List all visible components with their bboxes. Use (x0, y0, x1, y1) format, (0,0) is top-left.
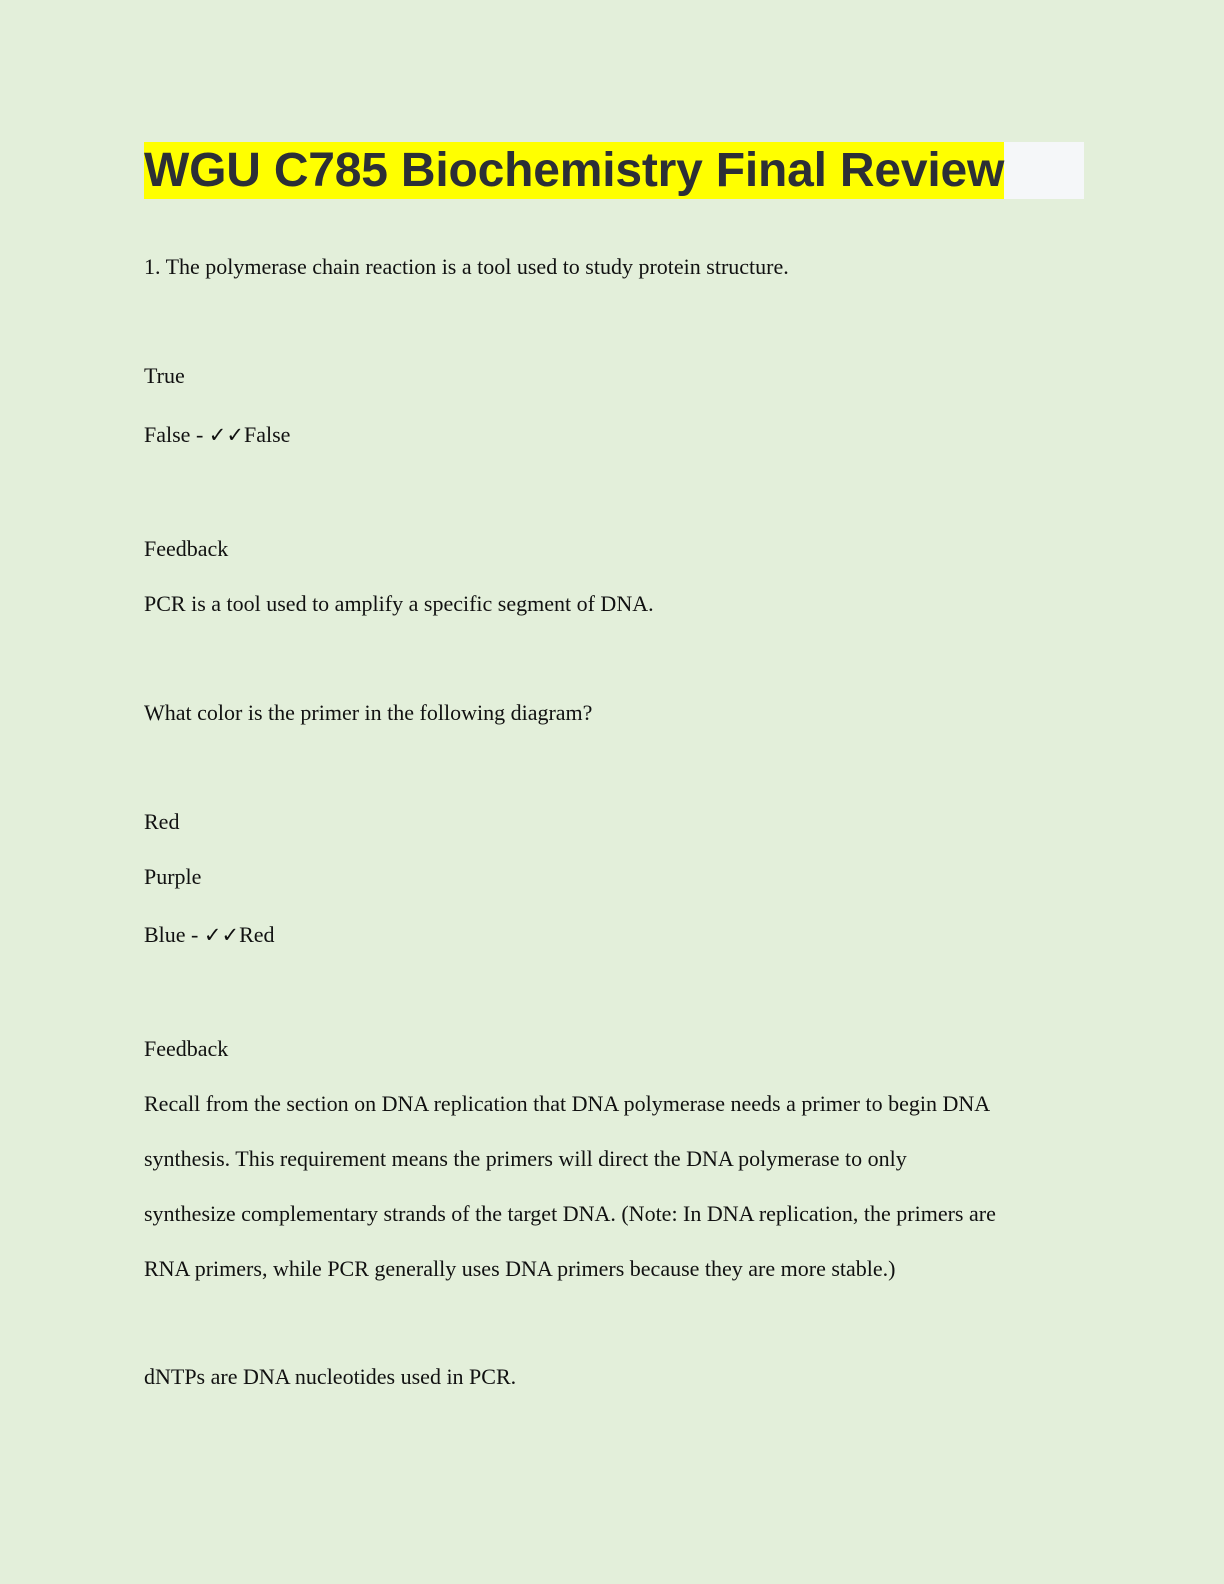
question-2-feedback-label: Feedback (144, 1036, 229, 1061)
document-title: WGU C785 Biochemistry Final Review (144, 144, 1005, 197)
question-2-feedback-line: Recall from the section on DNA replication that DNA polymerase needs a primer to begin DNA (144, 1091, 991, 1116)
question-2-feedback-line: RNA primers, while PCR generally uses DNA primers because they are more stable.) (144, 1256, 896, 1281)
question-1-prompt: 1. The polymerase chain reaction is a tool used to study protein structure. (144, 254, 789, 279)
option-blue-label: Blue - (144, 922, 204, 947)
answer-text: Red (239, 922, 275, 947)
title-banner (144, 142, 1084, 199)
question-2-feedback-line: synthesis. This requirement means the primers will direct the DNA polymerase to only (144, 1146, 907, 1171)
double-check-icon: ✓✓ (208, 423, 244, 447)
question-3-prompt: dNTPs are DNA nucleotides used in PCR. (144, 1364, 517, 1389)
question-2-option-blue (144, 922, 275, 948)
question-2-option-purple: Purple (144, 864, 202, 889)
question-1-option-true: True (144, 363, 185, 388)
option-false-label: False - (144, 422, 209, 447)
question-2-option-red: Red (144, 809, 180, 834)
question-1-feedback-label: Feedback (144, 536, 229, 561)
question-2-prompt: What color is the primer in the following diagram? (144, 700, 593, 725)
question-1-option-false (144, 422, 290, 448)
question-1-feedback-text: PCR is a tool used to amplify a specific segment of DNA. (144, 591, 654, 616)
double-check-icon: ✓✓ (203, 923, 240, 947)
question-2-feedback-line: synthesize complementary strands of the target DNA. (Note: In DNA replication, the primers are (144, 1201, 996, 1226)
answer-text: False (243, 422, 291, 447)
